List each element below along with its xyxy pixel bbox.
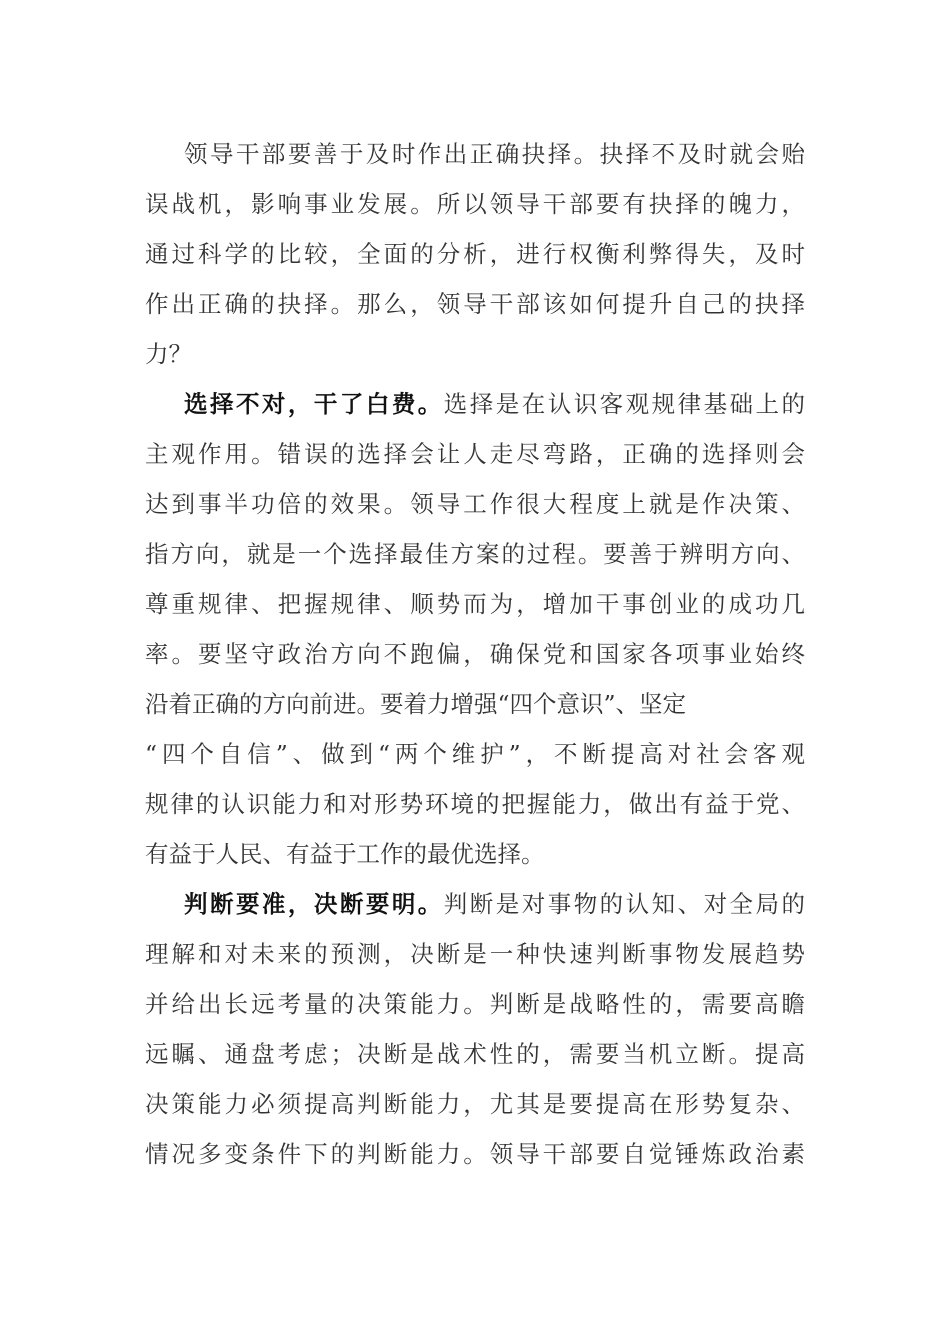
- line-text: 决策能力必须提高判断能力，尤其是要提高在形势复杂、: [145, 1090, 805, 1118]
- line-text: 判断是对事物的认知、对全局的: [443, 890, 806, 918]
- line-text: 指方向，就是一个选择最佳方案的过程。要善于辨明方向、: [145, 540, 805, 568]
- text-line: [145, 729, 805, 779]
- paragraph-intro: [145, 129, 805, 379]
- line-text: 理解和对未来的预测，决断是一种快速判断事物发展趋势: [145, 940, 805, 968]
- line-text: 规律的认识能力和对形势环境的把握能力，做出有益于党、: [145, 790, 805, 818]
- text-line: [145, 179, 805, 229]
- line-text: 尊重规律、把握规律、顺势而为，增加干事创业的成功几: [145, 590, 805, 618]
- line-text: 有益于人民、有益于工作的最优选择。: [145, 840, 545, 868]
- line-text: 通过科学的比较，全面的分析，进行权衡利弊得失，及时: [145, 240, 805, 268]
- text-line: [145, 1029, 805, 1079]
- line-text: 误战机，影响事业发展。所以领导干部要有抉择的魄力，: [145, 190, 805, 218]
- bold-heading: 判断要准，决断要明。: [184, 890, 444, 918]
- line-text: 主观作用。错误的选择会让人走尽弯路，正确的选择则会: [145, 440, 805, 468]
- line-text: 领导干部要善于及时作出正确抉择。抉择不及时就会贻: [184, 140, 805, 168]
- text-line: [145, 129, 805, 179]
- text-line: [145, 279, 805, 329]
- text-line: [145, 479, 805, 529]
- text-line: [145, 829, 805, 879]
- text-line: [145, 229, 805, 279]
- line-text: 力？: [145, 340, 192, 368]
- text-line: [145, 629, 805, 679]
- line-text: 达到事半功倍的效果。领导工作很大程度上就是作决策、: [145, 490, 805, 518]
- text-line: [145, 379, 805, 429]
- line-text: 率。要坚守政治方向不跑偏，确保党和国家各项事业始终: [145, 640, 805, 668]
- line-text: “四个自信”、做到“两个维护”，不断提高对社会客观: [145, 740, 805, 768]
- text-line: [145, 679, 805, 729]
- text-line: [145, 1129, 805, 1179]
- line-text: 作出正确的抉择。那么，领导干部该如何提升自己的抉择: [145, 290, 805, 318]
- line-text: 并给出长远考量的决策能力。判断是战略性的，需要高瞻: [145, 990, 805, 1018]
- text-line: [145, 529, 805, 579]
- bold-heading: 选择不对，干了白费。: [184, 390, 444, 418]
- text-line: [145, 779, 805, 829]
- line-text: 远瞩、通盘考虑；决断是战术性的，需要当机立断。提高: [145, 1040, 805, 1068]
- text-line: [145, 329, 805, 379]
- text-line: [145, 979, 805, 1029]
- paragraph-judgment: [145, 879, 805, 1179]
- text-line: [145, 929, 805, 979]
- document-body: [145, 129, 805, 1179]
- text-line: [145, 1079, 805, 1129]
- line-text: 选择是在认识客观规律基础上的: [443, 390, 806, 418]
- line-text: 情况多变条件下的判断能力。领导干部要自觉锤炼政治素: [145, 1140, 805, 1168]
- text-line: [145, 879, 805, 929]
- text-line: [145, 579, 805, 629]
- paragraph-choice: [145, 379, 805, 879]
- line-text: 沿着正确的方向前进。要着力增强“四个意识”、坚定: [145, 690, 687, 718]
- text-line: [145, 429, 805, 479]
